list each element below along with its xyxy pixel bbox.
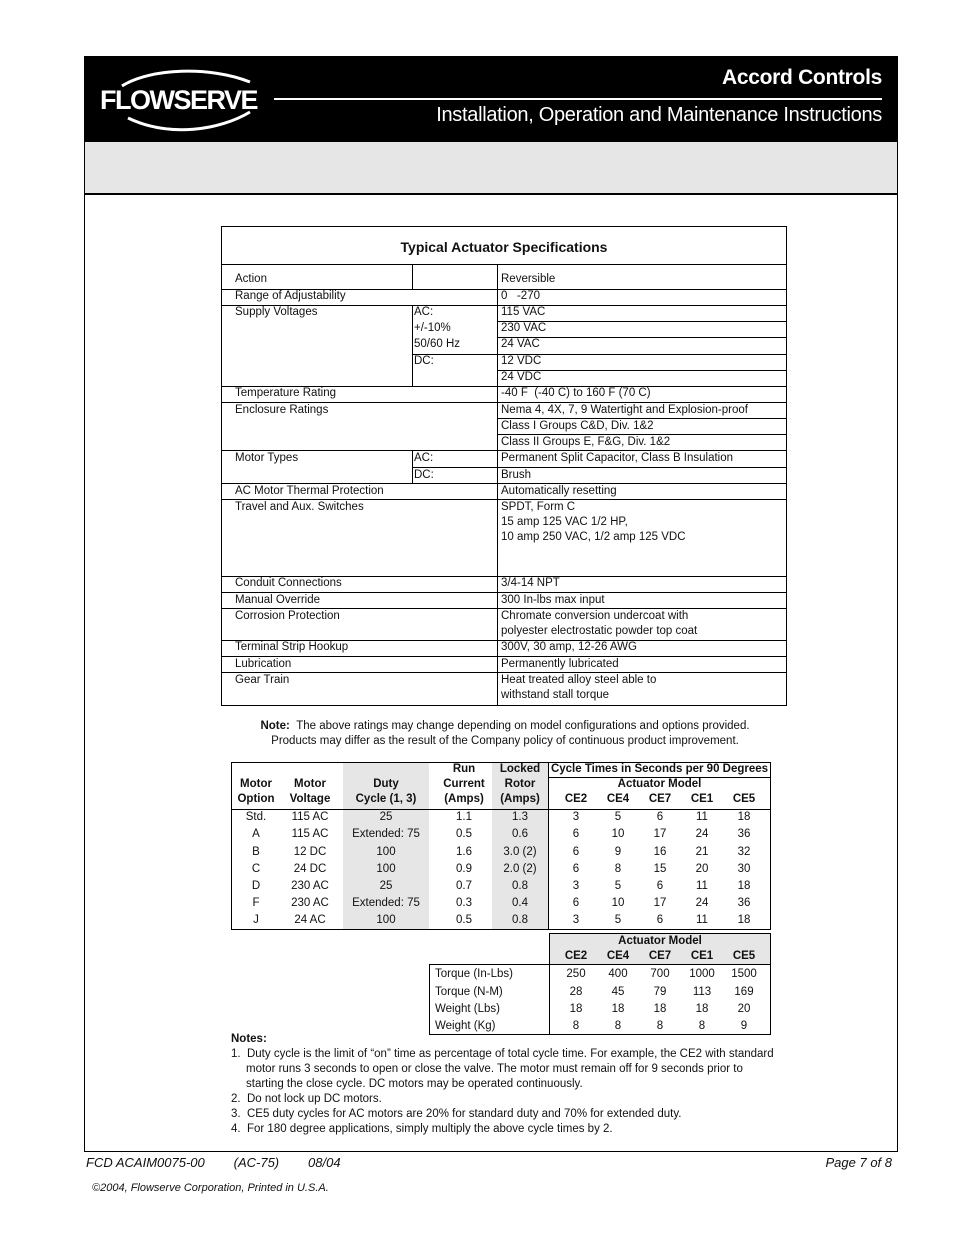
actuator-model-header: Actuator Model — [618, 935, 702, 947]
motor-table-cell: 6 — [572, 846, 580, 858]
motor-table-cell: 10 — [611, 897, 625, 909]
rule — [412, 264, 413, 289]
motor-table-cell: 100 — [376, 914, 396, 926]
motor-table-cell: 24 — [695, 828, 709, 840]
model-header: CE1 — [690, 950, 714, 962]
motor-table-cell: 230 AC — [291, 897, 329, 909]
model-header: CE2 — [564, 793, 588, 805]
col-header: Voltage — [289, 793, 331, 805]
spec-value: Nema 4, 4X, 7, 9 Watertight and Explosion-proof — [501, 404, 748, 416]
motor-table-cell: 18 — [737, 811, 751, 823]
header-rule — [274, 98, 882, 100]
spec-label: Action — [235, 273, 267, 285]
motor-table-cell: 36 — [737, 897, 751, 909]
motor-table-cell: 16 — [653, 846, 667, 858]
model-header: CE5 — [732, 793, 756, 805]
motor-table-cell: F — [252, 897, 260, 909]
col-header: (Amps) — [444, 793, 484, 805]
motor-table-cell: 6 — [572, 828, 580, 840]
motor-table-cell: 18 — [737, 914, 751, 926]
torque-row-label: Weight (Lbs) — [435, 1003, 500, 1015]
torque-table-cell: 8 — [656, 1020, 664, 1032]
model-header: CE7 — [648, 793, 672, 805]
spec-label: Gear Train — [235, 674, 290, 686]
spec-label: Conduit Connections — [235, 577, 342, 589]
spec-label: Travel and Aux. Switches — [235, 501, 364, 513]
spec-value: 12 VDC — [501, 355, 542, 367]
rule — [412, 467, 787, 468]
motor-table-cell: Extended: 75 — [352, 897, 420, 909]
motor-table-cell: 3 — [572, 811, 580, 823]
motor-table-cell: 15 — [653, 863, 667, 875]
spec-value: Heat treated alloy steel able to — [501, 674, 657, 686]
col-header: Current — [443, 778, 485, 790]
spec-value: 115 VAC — [501, 306, 546, 318]
spec-value: 24 VDC — [501, 371, 542, 383]
page-title: Accord Controls — [721, 66, 882, 89]
motor-table-cell: 24 AC — [294, 914, 326, 926]
motor-table-cell: 2.0 (2) — [503, 863, 537, 875]
rule — [412, 305, 413, 386]
note-1-cont: motor runs 3 seconds to open or close the valve. The motor must remain off for 9 seconds prior to — [246, 1063, 743, 1075]
footer-page-number: Page 7 of 8 — [825, 1155, 892, 1170]
torque-table-cell: 18 — [569, 1003, 583, 1015]
torque-row-label: Torque (In-Lbs) — [435, 968, 513, 980]
spec-sub-label: AC: — [414, 452, 434, 464]
note-1-cont: starting the close cycle. DC motors may be operated continuously. — [246, 1078, 583, 1090]
header-band — [84, 142, 898, 193]
torque-table-cell: 9 — [740, 1020, 748, 1032]
spec-value: 10 amp 250 VAC, 1/2 amp 125 VDC — [501, 531, 686, 543]
spec-value: Automatically resetting — [501, 485, 617, 497]
motor-table-cell: 25 — [379, 811, 393, 823]
motor-table-cell: 0.5 — [456, 828, 472, 840]
motor-table-cell: 0.7 — [456, 880, 472, 892]
motor-table-cell: 100 — [376, 863, 396, 875]
motor-table-cell: Std. — [245, 811, 267, 823]
rule — [412, 354, 787, 355]
header-band-rule — [84, 193, 898, 195]
torque-row-label: Weight (Kg) — [435, 1020, 496, 1032]
notes-title: Notes: — [231, 1033, 267, 1045]
model-header: CE4 — [606, 950, 630, 962]
col-header: Cycle (1, 3) — [355, 793, 417, 805]
motor-table-cell: 0.3 — [456, 897, 472, 909]
spec-sub-label: 50/60 Hz — [414, 338, 461, 350]
note-line-2: Products may differ as the result of the Company policy of continuous product improvement. — [271, 735, 739, 747]
spec-label: Corrosion Protection — [235, 610, 340, 622]
spec-value: SPDT, Form C — [501, 501, 576, 513]
col-header: Rotor — [504, 778, 536, 790]
motor-table-cell: 6 — [656, 914, 664, 926]
page-frame-right — [897, 195, 898, 1151]
col-header: Locked — [499, 763, 541, 775]
torque-table-cell: 28 — [569, 986, 583, 998]
note-label: Note: — [260, 720, 290, 732]
torque-table-cell: 18 — [611, 1003, 625, 1015]
spec-value: withstand stall torque — [501, 689, 610, 701]
spec-value: 15 amp 125 VAC 1/2 HP, — [501, 516, 628, 528]
spec-value: Permanently lubricated — [501, 658, 619, 670]
motor-table-cell: B — [252, 846, 260, 858]
note-line-1: The above ratings may change depending on model configurations and options provided. — [296, 720, 750, 732]
rule — [497, 337, 787, 338]
logo-text: FLOWSERVE — [100, 85, 258, 115]
spec-label: Supply Voltages — [235, 306, 318, 318]
spec-value: Brush — [501, 469, 532, 481]
motor-table-cell: C — [251, 863, 261, 875]
motor-table-cell: 3 — [572, 880, 580, 892]
motor-table-cell: 12 DC — [293, 846, 327, 858]
motor-table-cell: 0.6 — [512, 828, 528, 840]
motor-table-cell: 11 — [696, 914, 708, 926]
model-header: CE7 — [648, 950, 672, 962]
model-header: CE4 — [606, 793, 630, 805]
motor-table-cell: 20 — [695, 863, 709, 875]
spec-value: Class II Groups E, F&G, Div. 1&2 — [501, 436, 671, 448]
motor-table-cell: 1.1 — [456, 811, 472, 823]
spec-sub-label: DC: — [414, 355, 434, 367]
motor-table-cell: 5 — [614, 880, 622, 892]
torque-table-cell: 8 — [572, 1020, 580, 1032]
motor-table-cell: 6 — [572, 863, 580, 875]
rule — [412, 450, 413, 483]
spec-value: polyester electrostatic powder top coat — [501, 625, 698, 637]
motor-table-cell: 11 — [696, 880, 708, 892]
spec-label: Enclosure Ratings — [235, 404, 329, 416]
torque-table-cell: 18 — [653, 1003, 667, 1015]
spec-sub-label: AC: — [414, 306, 434, 318]
spec-label: Temperature Rating — [235, 387, 336, 399]
motor-table-cell: 6 — [572, 897, 580, 909]
spec-label: Lubrication — [235, 658, 292, 670]
cycle-times-header: Cycle Times in Seconds per 90 Degrees — [550, 763, 769, 775]
page-frame-bottom — [84, 1151, 898, 1152]
col-header: Motor — [294, 778, 326, 790]
page-subtitle: Installation, Operation and Maintenance Instructions — [436, 104, 882, 126]
spec-value: 300 In-lbs max input — [501, 594, 605, 606]
page-frame-left — [84, 195, 85, 1151]
spec-value: Class I Groups C&D, Div. 1&2 — [501, 420, 654, 432]
torque-table-cell: 113 — [692, 986, 712, 998]
note-3: 3. CE5 duty cycles for AC motors are 20% for standard duty and 70% for extended duty. — [231, 1108, 682, 1120]
torque-table-cell: 700 — [650, 968, 670, 980]
motor-table-cell: 100 — [376, 846, 396, 858]
motor-table-cell: 6 — [656, 811, 664, 823]
motor-table-cell: 5 — [614, 914, 622, 926]
torque-table-cell: 79 — [653, 986, 667, 998]
motor-table-cell: 115 AC — [291, 828, 329, 840]
motor-table-cell: 10 — [611, 828, 625, 840]
motor-table-cell: 0.8 — [512, 914, 528, 926]
spec-value: 3/4-14 NPT — [501, 577, 560, 589]
torque-table-cell: 8 — [614, 1020, 622, 1032]
motor-table-cell: 32 — [737, 846, 751, 858]
note-1: 1. Duty cycle is the limit of “on” time as percentage of total cycle time. For example, the CE2 with standard — [231, 1048, 774, 1060]
col-header: Option — [237, 793, 275, 805]
spec-label: Motor Types — [235, 452, 299, 464]
torque-table-cell: 18 — [695, 1003, 709, 1015]
spec-value: 300V, 30 amp, 12-26 AWG — [501, 641, 637, 653]
motor-table-cell: 8 — [614, 863, 622, 875]
motor-table-cell: 6 — [656, 880, 664, 892]
flowserve-logo — [100, 68, 270, 132]
motor-table-cell: 25 — [379, 880, 393, 892]
motor-table-cell: 3.0 (2) — [503, 846, 537, 858]
torque-table-cell: 169 — [734, 986, 754, 998]
motor-table-cell: 21 — [695, 846, 709, 858]
torque-table-cell: 20 — [737, 1003, 751, 1015]
torque-row-label: Torque (N-M) — [435, 986, 503, 998]
spec-label: Manual Override — [235, 594, 321, 606]
motor-table-cell: 11 — [696, 811, 708, 823]
col-header: Run — [452, 763, 476, 775]
rule — [549, 964, 550, 1035]
torque-table-cell: 8 — [698, 1020, 706, 1032]
torque-table-cell: 1000 — [689, 968, 715, 980]
spec-label: AC Motor Thermal Protection — [235, 485, 384, 497]
spec-label: Terminal Strip Hookup — [235, 641, 349, 653]
torque-table-cell: 400 — [608, 968, 628, 980]
motor-table-cell: 17 — [653, 828, 667, 840]
col-header: (Amps) — [500, 793, 540, 805]
motor-table-cell: 230 AC — [291, 880, 329, 892]
torque-table-cell: 250 — [566, 968, 586, 980]
torque-table-cell: 45 — [611, 986, 625, 998]
torque-table-cell: 1500 — [731, 968, 757, 980]
motor-table-cell: 0.5 — [456, 914, 472, 926]
spec-value: Permanent Split Capacitor, Class B Insulation — [501, 452, 734, 464]
ratings-note — [222, 719, 788, 749]
spec-value: Reversible — [501, 273, 556, 285]
motor-table-cell: 36 — [737, 828, 751, 840]
footer-copyright: ©2004, Flowserve Corporation, Printed in U.S.A. — [92, 1182, 329, 1194]
model-header: CE2 — [564, 950, 588, 962]
spec-value: 24 VAC — [501, 338, 540, 350]
rule — [221, 264, 787, 265]
motor-table-cell: 18 — [737, 880, 751, 892]
motor-table-cell: 24 — [695, 897, 709, 909]
motor-table-cell: 5 — [614, 811, 622, 823]
motor-table-cell: 24 DC — [293, 863, 327, 875]
motor-table-cell: 17 — [653, 897, 667, 909]
model-header: CE1 — [690, 793, 714, 805]
motor-table-cell: A — [252, 828, 260, 840]
motor-table-cell: J — [253, 914, 259, 926]
spec-value: Chromate conversion undercoat with — [501, 610, 689, 622]
model-header: CE5 — [732, 950, 756, 962]
spec-label: Range of Adjustability — [235, 290, 346, 302]
spec-sub-label: +/-10% — [414, 322, 451, 334]
note-4: 4. For 180 degree applications, simply multiply the above cycle times by 2. — [231, 1123, 613, 1135]
motor-table-cell: 115 AC — [291, 811, 329, 823]
motor-table-cell: D — [251, 880, 261, 892]
actuator-model-header: Actuator Model — [617, 778, 702, 790]
rule — [549, 964, 771, 965]
motor-table-cell: 0.4 — [512, 897, 528, 909]
note-2: 2. Do not lock up DC motors. — [231, 1093, 382, 1105]
motor-table-cell: 0.9 — [456, 863, 472, 875]
spec-value: 230 VAC — [501, 322, 547, 334]
motor-table-cell: 1.6 — [456, 846, 472, 858]
spec-table-title: Typical Actuator Specifications — [400, 239, 608, 255]
motor-table-cell: 0.8 — [512, 880, 528, 892]
motor-table-cell: 3 — [572, 914, 580, 926]
motor-table-cell: 1.3 — [512, 811, 528, 823]
rule — [497, 264, 498, 706]
col-header: Duty — [373, 778, 399, 790]
motor-table-cell: 30 — [737, 863, 751, 875]
spec-sub-label: DC: — [414, 469, 434, 481]
motor-table-cell: 9 — [614, 846, 622, 858]
motor-table-cell: Extended: 75 — [352, 828, 420, 840]
spec-value: -40 F (-40 C) to 160 F (70 C) — [501, 387, 651, 399]
col-header: Motor — [240, 778, 272, 790]
footer-doc-id: FCD ACAIM0075-00 (AC-75) 08/04 — [86, 1155, 341, 1170]
spec-value: 0 -270 — [501, 290, 540, 302]
